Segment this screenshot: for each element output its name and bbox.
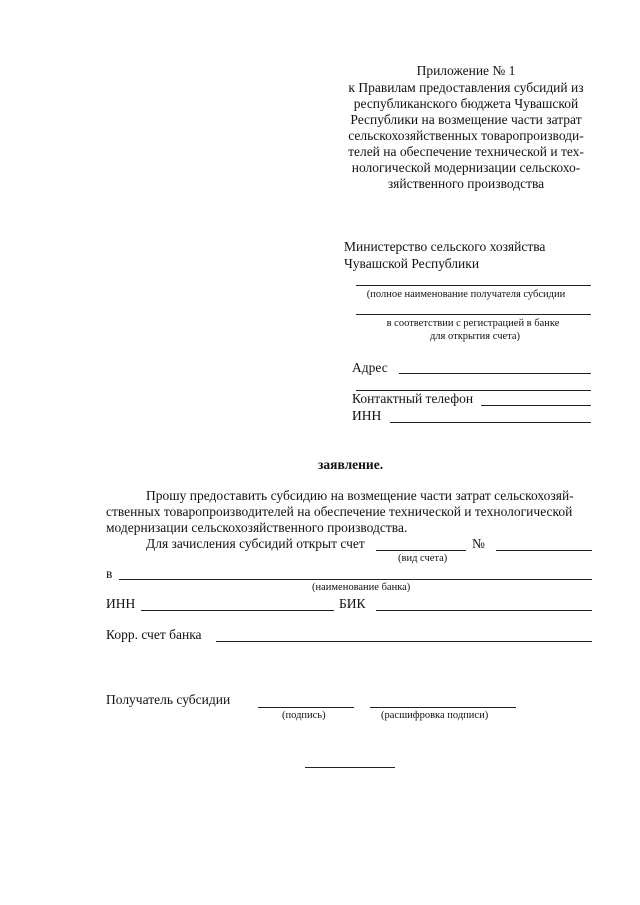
bottom-separator	[305, 767, 395, 768]
registration-hint-line2: для открытия счета)	[429, 331, 521, 342]
bank-name-hint: (наименование банка)	[312, 582, 411, 593]
request-text-line1: Прошу предоставить субсидию на возмещение части затрат сельскохозяй-	[146, 488, 574, 503]
account-text: Для зачисления субсидий открыт счет	[146, 536, 365, 551]
registration-hint-line1: в соответствии с регистрацией в банке	[386, 318, 560, 329]
statement-title: заявление.	[318, 457, 384, 472]
account-type-hint: (вид счета)	[398, 553, 448, 564]
appendix-line: нологической модернизации сельскохо-	[351, 160, 581, 175]
request-text-line3: модернизации сельскохозяйственного производства.	[106, 520, 408, 535]
corr-account-field[interactable]	[216, 641, 592, 642]
signature-decode-hint: (расшифровка подписи)	[381, 710, 489, 721]
inn-label: ИНН	[106, 596, 136, 611]
appendix-title: Приложение № 1	[416, 63, 516, 78]
in-label: в	[106, 566, 113, 581]
bank-name-field[interactable]	[119, 579, 592, 580]
appendix-line: телей на обеспечение технической и тех-	[348, 144, 584, 159]
recipient-label: Получатель субсидии	[106, 692, 231, 707]
appendix-line: зяйственного производства	[387, 176, 545, 191]
inn-label-header: ИНН	[352, 408, 382, 423]
corr-account-label: Корр. счет банка	[106, 627, 202, 642]
appendix-line: к Правилам предоставления субсидий из	[348, 80, 584, 95]
signature-decode-field[interactable]	[370, 707, 516, 708]
ministry-name-line2: Чувашской Республики	[344, 256, 480, 271]
recipient-name-hint: (полное наименование получателя субсидии	[366, 289, 566, 300]
number-sign: №	[472, 536, 485, 551]
inn-field[interactable]	[141, 610, 334, 611]
appendix-line: Республики на возмещение части затрат	[350, 112, 582, 127]
signature-hint: (подпись)	[282, 710, 326, 721]
appendix-line: республиканского бюджета Чувашской	[353, 96, 579, 111]
address-label: Адрес	[352, 360, 388, 375]
request-text-line2: ственных товаропроизводителей на обеспечение технической и технологической	[106, 504, 573, 519]
account-number-field[interactable]	[496, 550, 592, 551]
address-field[interactable]	[399, 373, 591, 374]
inn-field-header[interactable]	[390, 422, 591, 423]
signature-field[interactable]	[258, 707, 354, 708]
phone-label: Контактный телефон	[352, 391, 474, 406]
bik-label: БИК	[339, 596, 366, 611]
recipient-name-field[interactable]	[356, 285, 591, 286]
bik-field[interactable]	[376, 610, 592, 611]
appendix-line: сельскохозяйственных товаропроизводи-	[348, 128, 584, 143]
recipient-name-field-2[interactable]	[356, 314, 591, 315]
account-type-field[interactable]	[376, 550, 466, 551]
phone-field[interactable]	[481, 405, 591, 406]
ministry-name-line1: Министерство сельского хозяйства	[344, 239, 546, 254]
